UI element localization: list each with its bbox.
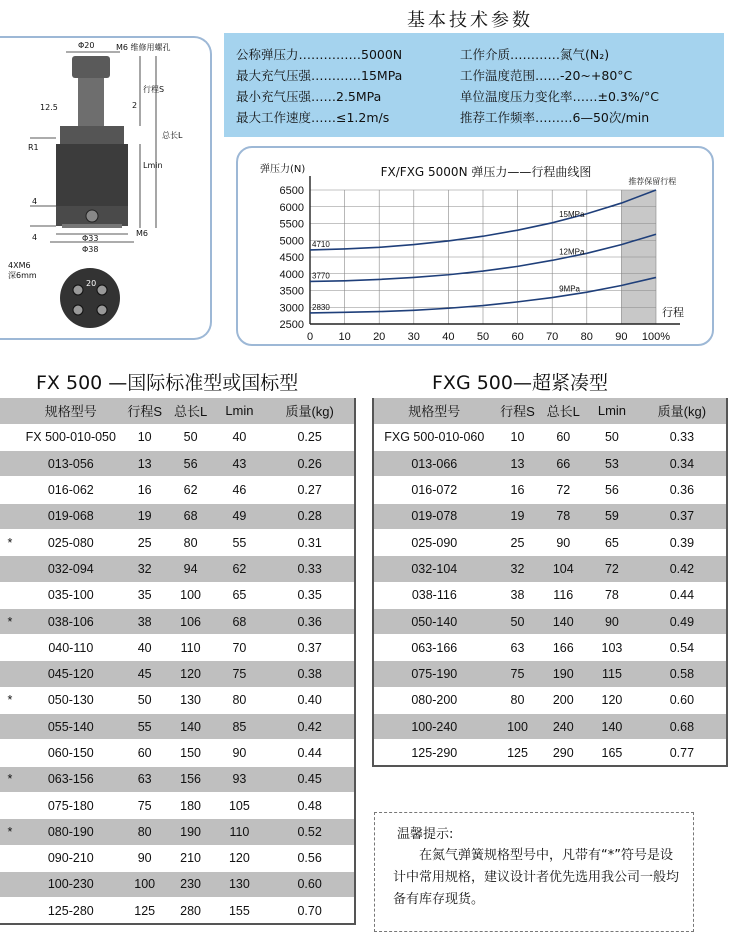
fxg-cell: 10 [510, 430, 525, 445]
table-row [373, 451, 727, 477]
fx-cell: 090-210 [47, 851, 94, 866]
series-name-label: 9MPa [559, 284, 581, 294]
x-tick-label: 100% [641, 331, 671, 343]
fx-cell: 019-068 [20, 503, 122, 529]
cylinder-body [56, 144, 128, 208]
dim-m6: M6 [136, 229, 148, 238]
spec-panel [224, 33, 724, 137]
fx-cell: 68 [214, 608, 266, 634]
table-row [0, 898, 355, 924]
fx-cell [0, 845, 20, 871]
fxg-cell: 66 [540, 451, 586, 477]
chart-title: FX/FXG 5000N 弹压力——行程曲线图 [380, 165, 592, 179]
fx-cell [0, 661, 20, 687]
fxg-cell: 032-104 [373, 556, 495, 582]
fx-cell: 50 [137, 693, 152, 708]
fxg-header-cell: 质量(kg) [638, 398, 727, 424]
spec-item: 工作介质…………氮气(N₂) [460, 47, 610, 62]
fx-cell: 75 [137, 798, 152, 813]
table-row [0, 871, 355, 897]
fx-cell: 43 [214, 451, 266, 477]
fx-cell: * [7, 693, 13, 708]
fx-cell: 032-094 [20, 556, 122, 582]
fx-cell: 0.52 [265, 819, 355, 845]
dim-holes: 4XM6 [8, 261, 31, 270]
fxg-cell: FXG 500-010-060 [384, 430, 485, 445]
fxg-cell: 0.60 [669, 693, 695, 708]
fx-cell [0, 635, 20, 661]
fx-title: FX 500 —国际标准型或国标型 [36, 372, 299, 394]
fxg-cell: 038-116 [411, 588, 457, 603]
fx-cell: 120 [228, 851, 250, 866]
fx-cell: * [0, 766, 20, 792]
force-stroke-chart [238, 148, 716, 348]
table-row [0, 740, 355, 766]
fxg-cell: 0.42 [638, 556, 727, 582]
fxg-cell: 72 [556, 483, 571, 498]
dim-stroke: 行程S [143, 85, 165, 94]
body-base [62, 224, 122, 228]
fx-cell: 13 [122, 451, 168, 477]
fxg-cell: 063-166 [411, 640, 458, 655]
fxg-cell: 75 [495, 661, 541, 687]
table-row [373, 608, 727, 634]
fxg-table [372, 398, 728, 767]
fx-cell: 45 [122, 661, 168, 687]
fxg-header-cell: 规格型号 [373, 398, 495, 424]
fx-cell: * [0, 819, 20, 845]
y-tick-label: 2500 [279, 319, 304, 331]
fxg-cell: 140 [540, 608, 586, 634]
fxg-cell: 50 [495, 608, 541, 634]
reserved-stroke-label: 推荐保留行程 [628, 177, 677, 186]
spec-item: 单位温度压力变化率……±0.3%/°C [460, 89, 659, 104]
page-title: 基本技术参数 [407, 10, 533, 31]
fx-cell: 105 [228, 798, 250, 813]
fxg-cell: 19 [495, 503, 541, 529]
x-tick-label: 90 [615, 331, 628, 343]
fx-cell: 190 [168, 819, 214, 845]
fx-cell: 125-280 [47, 903, 94, 918]
fxg-cell: 025-090 [411, 535, 458, 550]
fxg-cell: 0.68 [638, 714, 727, 740]
fx-cell: 100 [122, 871, 168, 897]
fx-cell: 50 [183, 430, 198, 445]
fx-cell: 110 [214, 819, 266, 845]
fx-cell: 016-062 [47, 483, 94, 498]
fxg-cell: 050-140 [373, 608, 495, 634]
fxg-cell: 13 [495, 451, 541, 477]
fxg-cell: 166 [552, 640, 574, 655]
fxg-cell: 140 [586, 714, 638, 740]
fx-cell: 040-110 [48, 640, 94, 655]
fill-valve [86, 210, 98, 222]
fx-cell: 0.70 [297, 903, 322, 918]
body-top [60, 126, 124, 146]
fxg-cell: 59 [586, 503, 638, 529]
fx-cell: 90 [232, 746, 247, 760]
dim-r1: R1 [28, 143, 39, 152]
table-row [0, 582, 355, 608]
table-row [373, 714, 727, 740]
fx-cell: 0.40 [297, 693, 322, 708]
fx-cell [0, 582, 20, 608]
fx-cell: 100-230 [20, 871, 122, 897]
fx-cell: 25 [137, 535, 152, 550]
x-tick-label: 40 [442, 331, 455, 343]
fx-cell: 180 [180, 798, 201, 813]
rod-head [72, 56, 110, 78]
technical-drawing-panel [0, 36, 212, 340]
table-row [373, 582, 727, 608]
fxg-cell: 0.54 [669, 640, 695, 655]
fx-cell: 16 [137, 483, 152, 498]
table-row [373, 424, 727, 450]
fxg-cell: 0.39 [669, 535, 695, 550]
dim-20: 20 [86, 279, 97, 288]
y-axis-label: 弹压力(N) [260, 164, 306, 175]
fx-cell: 013-056 [20, 451, 122, 477]
dim-lmin: Lmin [143, 161, 163, 170]
fx-cell [0, 740, 20, 766]
x-tick-label: 10 [338, 331, 351, 343]
bottom-view [60, 268, 120, 328]
fxg-cell: 0.49 [638, 608, 727, 634]
fx-cell: 130 [180, 693, 201, 708]
fx-cell [0, 424, 20, 450]
fxg-cell: 32 [495, 556, 541, 582]
fx-cell: 0.28 [265, 503, 355, 529]
fx-cell: 0.45 [265, 766, 355, 792]
fx-cell: 10 [137, 430, 152, 445]
table-row [0, 477, 355, 503]
fx-header-cell: 行程S [122, 398, 168, 424]
table-row [373, 556, 727, 582]
fx-cell: 0.60 [265, 871, 355, 897]
fx-cell: 0.42 [265, 714, 355, 740]
table-row [0, 766, 355, 792]
fx-cell: 0.56 [297, 851, 322, 866]
chart-panel [236, 146, 714, 346]
fx-cell: 55 [122, 714, 168, 740]
fx-cell: 155 [228, 903, 250, 918]
fx-cell [0, 792, 20, 818]
fx-header-cell: 质量(kg) [265, 398, 355, 424]
fxg-header-cell: 行程S [495, 398, 541, 424]
fx-cell: 050-130 [47, 693, 94, 708]
fxg-cell: 290 [552, 745, 574, 760]
fx-cell: * [0, 608, 20, 634]
fx-cell: 55 [232, 535, 247, 550]
y-tick-label: 4500 [279, 252, 304, 264]
fxg-cell: 0.77 [669, 745, 695, 760]
fx-cell: 230 [168, 871, 214, 897]
fxg-title: FXG 500—超紧凑型 [432, 372, 608, 394]
fxg-cell: 0.34 [638, 451, 727, 477]
fx-cell: 80 [183, 535, 198, 550]
y-tick-label: 5000 [279, 235, 304, 248]
spec-item: 最大充气压强…………15MPa [236, 68, 403, 83]
spec-item: 最大工作速度……≤1.2m/s [236, 110, 390, 125]
fxg-cell: 78 [604, 588, 619, 603]
fxg-header-cell: 总长L [540, 398, 586, 424]
table-row [373, 687, 727, 713]
fxg-cell: 90 [556, 535, 571, 550]
x-tick-label: 80 [580, 331, 593, 343]
fxg-cell: 65 [604, 535, 619, 550]
fx-cell: 0.38 [265, 661, 355, 687]
fx-cell: 280 [180, 903, 201, 918]
x-tick-label: 50 [476, 331, 490, 343]
fxg-cell: 78 [540, 503, 586, 529]
fx-cell: 80 [232, 693, 247, 708]
fxg-cell: 0.33 [669, 430, 695, 445]
fx-cell: * [7, 535, 13, 550]
fx-cell: 40 [137, 640, 152, 655]
fxg-cell: 075-190 [373, 661, 495, 687]
x-tick-label: 0 [306, 331, 314, 343]
fxg-cell: 90 [586, 608, 638, 634]
series-name-label: 15MPa [559, 209, 585, 219]
spec-item: 推荐工作频率………6—50次/min [460, 110, 650, 125]
fx-cell: 49 [214, 503, 266, 529]
table-row [0, 608, 355, 634]
notice-box [374, 812, 694, 932]
fx-cell: 150 [180, 746, 201, 760]
fx-header-cell: 总长L [168, 398, 214, 424]
fx-cell: 0.25 [297, 430, 322, 445]
fxg-cell: 019-078 [373, 503, 495, 529]
dim-12-5: 12.5 [40, 103, 58, 112]
fx-cell: 35 [137, 588, 152, 603]
fxg-cell: 120 [601, 693, 623, 708]
table-row [373, 529, 727, 555]
y-tick-label: 3000 [279, 302, 304, 315]
fx-cell [0, 477, 20, 503]
table-row [373, 740, 727, 766]
table-row [373, 503, 727, 529]
fxg-cell: 125 [507, 745, 528, 760]
notice-body: 在氮气弹簧规格型号中，凡带有“*”符号是设计中常用规格，建议设计者优先选用我公司一般均备有库存现货。 [393, 848, 680, 907]
series-name-label: 12MPa [559, 247, 585, 257]
fx-cell: 62 [214, 556, 266, 582]
fx-cell: 075-180 [47, 798, 94, 813]
fxg-cell: 63 [510, 640, 525, 655]
fx-cell: 110 [180, 640, 201, 655]
fx-cell: 62 [183, 483, 198, 498]
dim-d20: Φ20 [78, 41, 95, 50]
fxg-cell: 104 [540, 556, 586, 582]
fx-cell: 93 [214, 766, 266, 792]
fx-cell [0, 714, 20, 740]
table-row [373, 477, 727, 503]
fx-cell [0, 503, 20, 529]
table-row [0, 687, 355, 713]
table-row [0, 503, 355, 529]
dim-4b: 4 [32, 233, 38, 242]
fxg-cell: 53 [586, 451, 638, 477]
fxg-cell: 0.44 [669, 588, 695, 603]
y-tick-label: 4000 [279, 268, 304, 281]
fx-cell: 0.33 [265, 556, 355, 582]
fx-cell [0, 898, 20, 924]
fx-cell: 85 [214, 714, 266, 740]
fxg-cell: 60 [556, 430, 571, 445]
fx-cell: 94 [168, 556, 214, 582]
fx-cell: 0.35 [297, 588, 322, 603]
table-row [0, 792, 355, 818]
fxg-cell: 16 [510, 483, 525, 498]
table-row [0, 819, 355, 845]
fxg-cell: 100-240 [373, 714, 495, 740]
fx-cell: 70 [232, 640, 247, 655]
fx-cell [0, 556, 20, 582]
fxg-cell: 72 [586, 556, 638, 582]
notice-title: 温馨提示: [397, 827, 454, 842]
table-row [0, 635, 355, 661]
table-row [0, 529, 355, 555]
fxg-cell: 125-290 [411, 745, 458, 760]
fxg-cell: 100 [495, 714, 541, 740]
dim-depth: 深6mm [8, 271, 37, 280]
fxg-cell: 25 [510, 535, 525, 550]
fx-cell: 0.31 [297, 535, 322, 550]
fx-cell: 125 [134, 903, 156, 918]
fx-cell: 32 [122, 556, 168, 582]
table-row [373, 661, 727, 687]
fx-cell: FX 500-010-050 [25, 430, 116, 445]
dim-d33: Φ33 [82, 234, 99, 243]
fx-cell: 140 [168, 714, 214, 740]
fx-cell [0, 451, 20, 477]
x-axis-label: 行程 [662, 306, 684, 319]
fxg-cell: 116 [553, 588, 574, 603]
table-row [0, 661, 355, 687]
fxg-cell: 56 [604, 483, 619, 498]
fx-cell: 060-150 [47, 746, 94, 760]
fx-cell: 80 [122, 819, 168, 845]
dim-2: 2 [132, 101, 138, 110]
fx-cell: 063-156 [20, 766, 122, 792]
fxg-cell: 190 [540, 661, 586, 687]
fx-cell: 045-120 [20, 661, 122, 687]
fx-cell: 210 [180, 851, 201, 866]
fx-cell: 63 [122, 766, 168, 792]
fx-cell: 0.44 [297, 746, 322, 760]
fx-cell: 120 [168, 661, 214, 687]
fx-header-cell: Lmin [214, 398, 266, 424]
x-tick-label: 20 [373, 331, 386, 343]
y-tick-label: 6000 [279, 201, 304, 214]
fx-cell: 156 [168, 766, 214, 792]
series-start-label: 3770 [312, 271, 330, 281]
fx-cell: 0.37 [297, 640, 322, 655]
fx-cell: 46 [232, 483, 247, 498]
dim-4a: 4 [32, 197, 38, 206]
y-tick-label: 5500 [279, 218, 304, 231]
table-row [0, 451, 355, 477]
fxg-cell: 115 [586, 661, 638, 687]
fx-cell: 130 [214, 871, 266, 897]
y-tick-label: 6500 [279, 185, 304, 197]
table-row [0, 424, 355, 450]
fx-cell: 40 [232, 430, 247, 445]
fx-cell: 75 [214, 661, 266, 687]
fx-cell: 38 [122, 608, 168, 634]
x-tick-label: 60 [511, 331, 524, 343]
fx-cell: 0.48 [297, 798, 322, 813]
fx-cell: 65 [232, 588, 247, 603]
fxg-cell: 38 [510, 588, 525, 603]
fx-cell: 038-106 [20, 608, 122, 634]
fxg-cell: 200 [552, 693, 574, 708]
fx-cell: 60 [137, 746, 152, 760]
table-row [0, 556, 355, 582]
table-row [373, 635, 727, 661]
fx-cell: 025-080 [47, 535, 94, 550]
fx-cell: 0.27 [297, 483, 322, 498]
spec-item: 最小充气压强……2.5MPa [236, 89, 382, 104]
gas-spring-drawing [0, 38, 212, 342]
table-row [0, 714, 355, 740]
fxg-cell: 103 [601, 640, 623, 655]
fxg-cell: 50 [604, 430, 619, 445]
fxg-cell: 240 [540, 714, 586, 740]
y-tick-label: 3500 [279, 285, 304, 298]
x-tick-label: 70 [546, 331, 559, 343]
dim-d38: Φ38 [82, 245, 99, 254]
fxg-cell: 013-066 [373, 451, 495, 477]
fx-cell: 0.26 [265, 451, 355, 477]
table-row [0, 845, 355, 871]
spec-item: 公称弹压力……………5000N [236, 47, 403, 62]
fx-header-cell [0, 398, 20, 424]
fx-cell: 055-140 [20, 714, 122, 740]
series-start-label: 4710 [312, 239, 330, 249]
fxg-cell: 165 [601, 745, 623, 760]
fx-table [0, 398, 356, 925]
fx-cell: 0.36 [265, 608, 355, 634]
spec-item: 工作温度范围……-20~+80°C [460, 68, 633, 83]
fx-cell: 080-190 [20, 819, 122, 845]
fx-cell: 035-100 [47, 588, 94, 603]
fx-cell: 106 [168, 608, 214, 634]
series-start-label: 2830 [312, 302, 330, 312]
dim-m6-hole: M6 维修用螺孔 [116, 43, 171, 52]
fx-cell: 19 [122, 503, 168, 529]
fxg-cell: 0.37 [638, 503, 727, 529]
fx-cell: 68 [168, 503, 214, 529]
fx-cell: 90 [137, 851, 152, 866]
fxg-cell: 016-072 [411, 483, 458, 498]
fxg-cell: 0.58 [638, 661, 727, 687]
fx-header-cell: 规格型号 [20, 398, 122, 424]
fx-cell [0, 871, 20, 897]
fx-cell: 56 [168, 451, 214, 477]
x-tick-label: 30 [407, 331, 420, 343]
fxg-header-cell: Lmin [586, 398, 638, 424]
fx-cell: 100 [180, 588, 201, 603]
dim-total-length: 总长L [162, 131, 183, 140]
fxg-cell: 080-200 [411, 693, 458, 708]
fxg-cell: 0.36 [669, 483, 695, 498]
fxg-cell: 80 [510, 693, 525, 708]
